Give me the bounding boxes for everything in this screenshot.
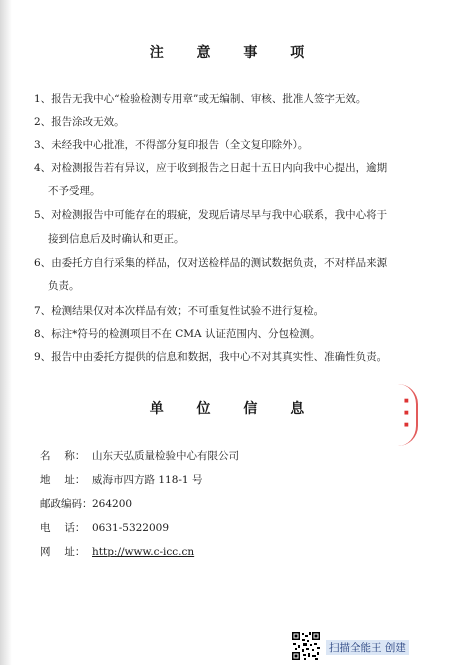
item-text: 报告中由委托方提供的信息和数据，我中心不对其真实性、准确性负责。 xyxy=(51,351,388,363)
address-row xyxy=(40,474,202,486)
notice-item-3 xyxy=(34,139,308,151)
company-name-label: 名 称： xyxy=(40,450,86,462)
item-text: 由委托方自行采集的样品，仅对送检样品的测试数据负责，不对样品来源 xyxy=(51,257,388,269)
item-number: 5、 xyxy=(34,209,52,221)
item-text: 报告涂改无效。 xyxy=(51,116,125,128)
notice-item-6-continuation: 负责。 xyxy=(48,280,80,292)
item-text: 未经我中心批准，不得部分复印报告（全文复印除外）。 xyxy=(51,139,309,151)
unit-info-title: 单 位 信 息 xyxy=(149,401,319,417)
postcode-label: 邮政编码： xyxy=(40,498,93,510)
company-name-row xyxy=(40,450,239,462)
item-text: 检测结果仅对本次样品有效；不可重复性试验不进行复检。 xyxy=(51,305,325,317)
item-number: 7、 xyxy=(34,305,52,317)
company-name-value: 山东天弘质量检验中心有限公司 xyxy=(92,450,239,462)
item-text: 标注*符号的检测项目不在 CMA 认证范围内、分包检测。 xyxy=(51,328,321,340)
notice-item-7 xyxy=(34,305,324,317)
item-number: 2、 xyxy=(34,116,52,128)
scanner-watermark: 扫描全能王 创建 xyxy=(326,640,409,655)
item-number: 9、 xyxy=(34,351,52,363)
notice-item-6 xyxy=(34,257,387,269)
item-number: 8、 xyxy=(34,328,52,340)
notice-item-1 xyxy=(34,93,366,105)
address-label: 地 址： xyxy=(40,474,86,486)
notice-item-2 xyxy=(34,116,125,128)
item-number: 1、 xyxy=(34,93,52,105)
postcode-value: 264200 xyxy=(92,498,133,510)
item-number: 4、 xyxy=(34,162,52,174)
address-value: 威海市四方路 118-1 号 xyxy=(92,474,203,486)
notice-item-4-continuation: 不予受理。 xyxy=(48,185,101,197)
postcode-row xyxy=(40,498,132,510)
notice-item-4 xyxy=(34,162,387,174)
phone-value: 0631-5322009 xyxy=(92,522,170,534)
notice-item-8 xyxy=(34,328,320,340)
website-row xyxy=(40,546,194,558)
item-text: 对检测报告中可能存在的瑕疵，发现后请尽早与我中心联系，我中心将于 xyxy=(51,209,388,221)
item-text: 报告无我中心“检验检测专用章”或无编制、审核、批准人签字无效。 xyxy=(51,93,367,105)
notice-item-5-continuation: 接到信息后及时确认和更正。 xyxy=(48,233,185,245)
stamp-fragment: ■ xyxy=(404,410,409,416)
website-link[interactable]: http://www.c-icc.cn xyxy=(92,546,195,558)
phone-label: 电 话： xyxy=(40,522,86,534)
item-text: 对检测报告若有异议，应于收到报告之日起十五日内向我中心提出，逾期 xyxy=(51,162,388,174)
item-number: 3、 xyxy=(34,139,52,151)
stamp-fragment: ■ xyxy=(404,398,409,404)
stamp-fragment: ■ xyxy=(404,422,409,428)
phone-row xyxy=(40,522,169,534)
notice-item-9 xyxy=(34,351,387,363)
qr-code-icon xyxy=(291,631,321,661)
notice-item-5 xyxy=(34,209,387,221)
item-number: 6、 xyxy=(34,257,52,269)
website-label: 网 址： xyxy=(40,546,86,558)
page-edge-shadow xyxy=(0,0,12,665)
notice-title: 注 意 事 项 xyxy=(149,45,319,61)
